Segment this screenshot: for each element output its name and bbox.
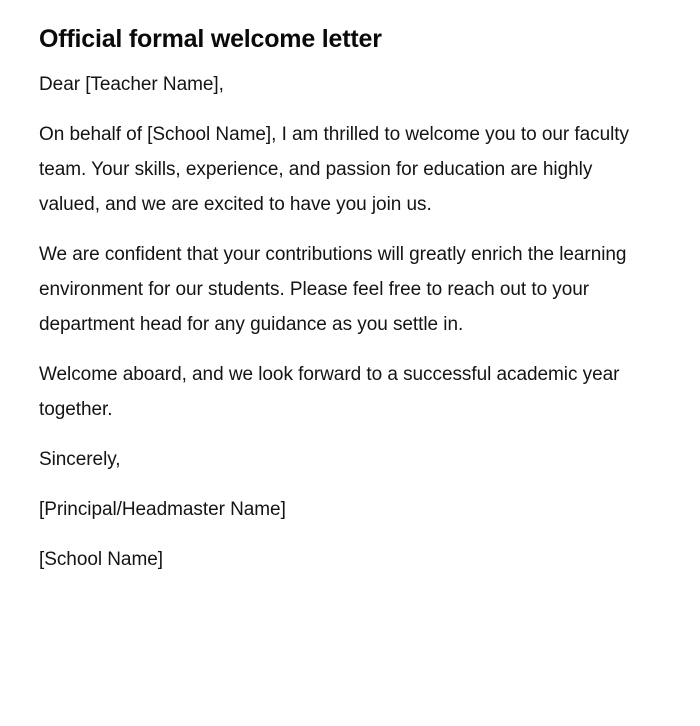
letter-body xyxy=(39,67,660,577)
letter-paragraph-3: Welcome aboard, and we look forward to a successful academic year together. xyxy=(39,364,620,420)
letter-salutation: Dear [Teacher Name], xyxy=(39,74,224,95)
letter-paragraph-2: We are confident that your contributions will greatly enrich the learning environment for our students. Please feel free to reach out to your department head for any guidance as you settle in. xyxy=(39,244,627,335)
signature-organization: [School Name] xyxy=(39,549,163,570)
page-title: Official formal welcome letter xyxy=(39,25,382,53)
signature-name: [Principal/Headmaster Name] xyxy=(39,499,286,520)
letter-paragraph-1: On behalf of [School Name], I am thrilled to welcome you to our faculty team. Your skills, experience, and passion for education are highly valued, and we are excited to have you join us. xyxy=(39,124,629,215)
letter-closing: Sincerely, xyxy=(39,449,121,470)
